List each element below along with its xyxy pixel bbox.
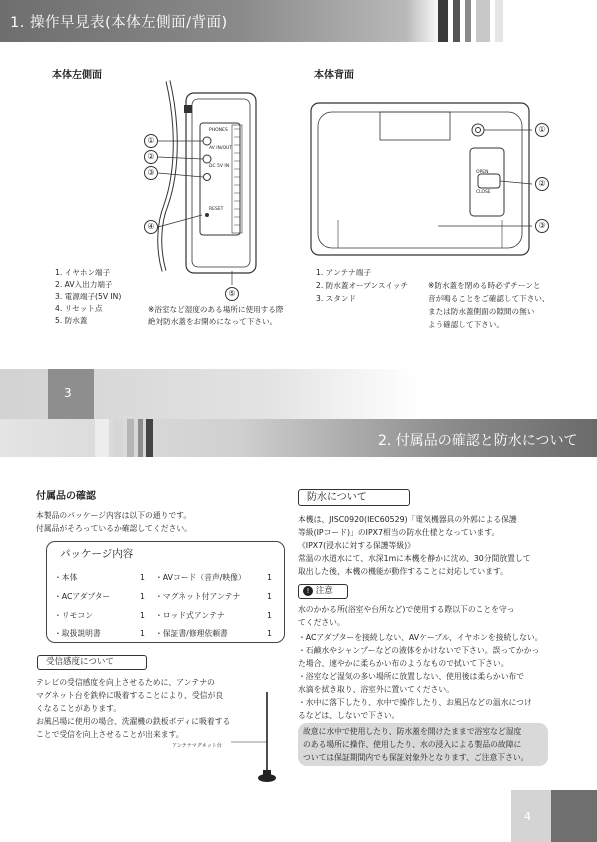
accessories-intro-1: 本製品のパッケージ内容は以下の通りです。 <box>36 511 192 520</box>
accessories-heading: 付属品の確認 <box>36 491 96 502</box>
package-row-2-qty-2: 1 <box>267 592 272 601</box>
rear-item-1: 1. アンテナ端子 <box>316 268 371 277</box>
left-item-2: 2. AV入出力端子 <box>55 280 113 289</box>
left-item-3: 3. 電源端子(5V IN) <box>55 292 122 301</box>
sensitivity-text-2: マグネット台を鉄枠に吸着することにより、受信が良 <box>36 691 224 700</box>
accessories-intro-2: 付属品がそろっているか確認してください。 <box>36 524 192 533</box>
caution-icon: ! <box>303 586 313 596</box>
callout-5: ⑤ <box>225 287 239 301</box>
package-row-3-item-1: ・リモコン <box>54 611 93 620</box>
package-row-3-qty-2: 1 <box>267 611 272 620</box>
rear-note-line-2: 音が鳴ることをご確認して下さい、 <box>428 294 550 303</box>
package-row-1-item-1: ・本体 <box>54 573 78 582</box>
waterproof-text-5: 取出した後、本機の機能が動作することに対応しています。 <box>298 567 508 576</box>
caution-item-4: ・浴室など湿気の多い場所に放置しない、使用後は柔らかい布で <box>298 672 525 681</box>
package-row-2-qty-1: 1 <box>140 592 145 601</box>
sensitivity-text-3: くなることがあります。 <box>36 704 122 713</box>
waterproof-text-3: 《IPX7(浸水に対する保護等級)》 <box>298 541 415 550</box>
rear-callout-3: ③ <box>535 219 549 233</box>
rear-device-diagram <box>308 100 533 260</box>
antenna-caption: アンテナマグネット台 <box>172 743 222 749</box>
package-row-1-qty-1: 1 <box>140 573 145 582</box>
left-side-heading: 本体左側面 <box>52 70 102 81</box>
rear-note-line-3: または防水蓋側面の隙間の無い <box>428 307 535 316</box>
callout-4: ④ <box>144 220 158 234</box>
waterproof-heading: 防水について <box>298 489 410 506</box>
rear-item-3: 3. スタンド <box>316 294 357 303</box>
callout-2: ② <box>144 150 158 164</box>
left-item-1: 1. イヤホン端子 <box>55 268 111 277</box>
rear-callout-1: ① <box>535 123 549 137</box>
caution-item-1: ・ACアダプターを接続しない、AVケーブル、イヤホンを接続しない。 <box>298 633 543 642</box>
port-label-phones: PHONES <box>209 128 228 133</box>
caution-item-5: 水滴を拭き取り、浴室外に置いてください。 <box>298 685 454 694</box>
package-row-2-item-1: ・ACアダプター <box>54 592 111 601</box>
caution-intro-2: てください。 <box>298 618 345 627</box>
sensitivity-label: 受信感度について <box>37 655 147 670</box>
rear-note-line-1: ※防水蓋を閉める時必ずチーンと <box>428 281 541 290</box>
sensitivity-text-4: お風呂場に使用の場合、洗濯機の鉄板ボディに吸着する <box>36 717 231 726</box>
footer-tab-dark <box>551 790 597 842</box>
port-label-dc: DC 5V IN <box>209 164 230 169</box>
warranty-note-2: のある場所に操作、使用したり、水の浸入による製品の故障に <box>303 740 522 749</box>
package-row-1-qty-2: 1 <box>267 573 272 582</box>
section-title: 1. 操作早見表(本体左側面/背面) <box>10 15 228 31</box>
switch-label-open: OPEN <box>476 170 489 175</box>
caution-item-6: ・水中に落下したり、水中で操作したり、お風呂などの温水につけ <box>298 698 532 707</box>
callout-1: ① <box>144 134 158 148</box>
magnet-antenna-illustration <box>225 690 285 790</box>
port-label-reset: RESET <box>209 207 224 212</box>
package-row-4-qty-1: 1 <box>140 629 145 638</box>
caution-label-box <box>298 584 348 599</box>
package-row-4-item-2: ・保証書/修理依頼書 <box>155 629 228 638</box>
caution-intro-1: 水のかかる所(浴室や台所など)で使用する際以下のことを守っ <box>298 605 515 614</box>
waterproof-text-2: 等級(IPコード)」のIPX7相当の防水仕様となっています。 <box>298 528 500 537</box>
callout-3: ③ <box>144 166 158 180</box>
warranty-note-1: 故意に水中で使用したり、防水蓋を開けたままで浴室など湿度 <box>303 727 522 736</box>
switch-label-close: CLOSE <box>476 190 491 195</box>
port-label-av: AV IN/OUT <box>209 146 233 151</box>
left-item-4: 4. リセット点 <box>55 304 103 313</box>
caution-item-7: るなどは、しないで下さい。 <box>298 711 400 720</box>
package-title: パッケージ内容 <box>60 548 134 560</box>
left-page-number: 3 <box>64 386 72 400</box>
caution-item-2: ・石鹸水やシャンプーなどの液体をかけないで下さい。誤ってかかっ <box>298 646 540 655</box>
sensitivity-text-1: テレビの受信感度を向上させるために、アンテナの <box>36 678 215 687</box>
package-row-2-item-2: ・マグネット付アンテナ <box>155 592 241 601</box>
sensitivity-text-5: ことで受信を向上させることが出来ます。 <box>36 730 184 739</box>
left-side-device-diagram <box>140 75 280 300</box>
caution-label: 注意 <box>315 586 333 596</box>
waterproof-text-4: 常温の水道水にて、水深1mに本機を静かに沈め、30分間放置して <box>298 554 531 563</box>
caution-item-3: た場合、速やかに柔らかい布のようなもので拭いて下さい。 <box>298 659 509 668</box>
warranty-note-3: ついては保証期間内でも保証対象外となります、ご注意下さい。 <box>303 753 529 762</box>
rear-callout-2: ② <box>535 177 549 191</box>
package-row-3-item-2: ・ロッド式アンテナ <box>155 611 225 620</box>
rear-side-heading: 本体背面 <box>314 70 354 81</box>
waterproof-text-1: 本機は、JISC0920(IEC60529)「電気機器具の外郭による保護 <box>298 515 517 524</box>
left-item-5: 5. 防水蓋 <box>55 316 88 325</box>
rear-item-2: 2. 防水蓋オープンスイッチ <box>316 281 408 290</box>
package-row-4-item-1: ・取扱説明書 <box>54 629 101 638</box>
package-row-4-qty-2: 1 <box>267 629 272 638</box>
page-number: 4 <box>524 810 531 823</box>
rear-note-line-4: よう確認して下さい。 <box>428 320 504 329</box>
package-row-1-item-2: ・AVコード（音声/映像） <box>155 573 246 582</box>
left-note-line-2: 絶対防水蓋をお開めになって下さい。 <box>148 317 278 326</box>
middle-section-title: 2. 付属品の確認と防水について <box>378 433 578 449</box>
package-row-3-qty-1: 1 <box>140 611 145 620</box>
left-note-line-1: ※浴室など湿度のある場所に使用する際 <box>148 305 284 314</box>
